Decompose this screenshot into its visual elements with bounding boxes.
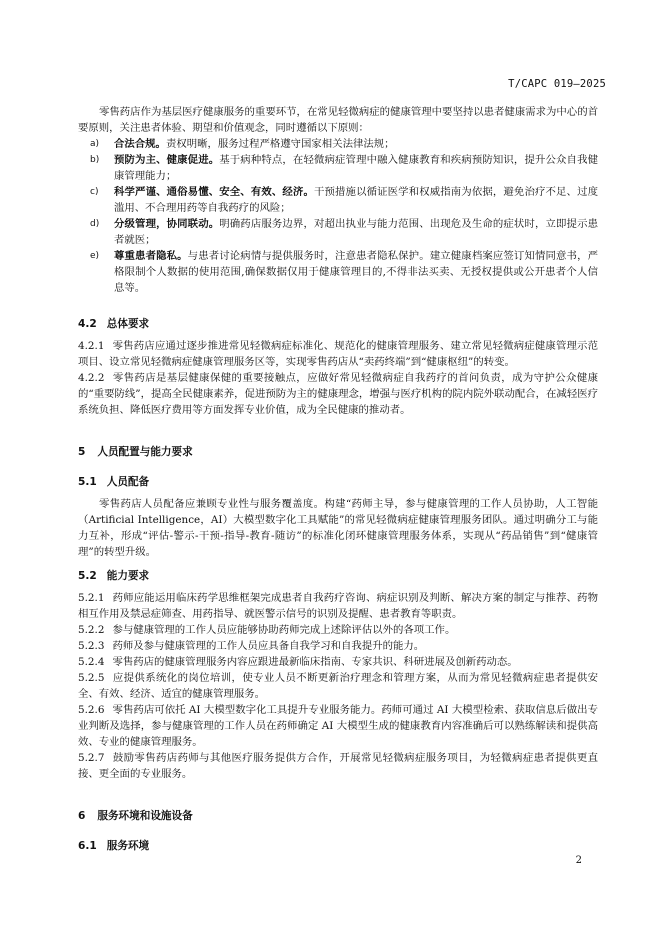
section-heading-6 (78, 808, 598, 824)
clause-number: 5.2.2 (78, 624, 105, 636)
section-title: 能力要求 (106, 570, 150, 582)
clause-text: 药师及参与健康管理的工作人员应具备自我学习和自我提升的能力。 (112, 640, 425, 652)
section-number: 6.1 (78, 840, 97, 852)
clause-text: 应提供系统化的岗位培训，使专业人员不断更新治疗理念和管理方案，从而为常见轻微病症患者提供安全、有效、经济、适宜的健康管理服务。 (78, 672, 598, 700)
clause-text: 参与健康管理的工作人员应能够协助药师完成上述除评估以外的各项工作。 (112, 624, 456, 636)
list-item (78, 152, 598, 184)
section-title: 服务环境 (106, 840, 150, 852)
page-content (78, 104, 598, 854)
clause-text: 零售药店可依托 AI 大模型数字化工具提升专业服务能力。药师可通过 AI 大模型检索、获取信息后做出专业判断及选择，参与健康管理的工作人员在药师确定 AI 大模型生成的健康教育内容准确后可以熟练解读和提供高效、专业的健康管理服务。 (78, 704, 598, 748)
section-title: 服务环境和设施设备 (97, 810, 193, 822)
list-item (78, 136, 598, 152)
section-heading-6-1 (78, 838, 598, 854)
clause-text: 零售药店应通过逐步推进常见轻微病症标准化、规范化的健康管理服务、建立常见轻微病症健康管理示范项目、设立常见轻微病症健康管理服务区等，实现零售药店从“卖药终端”到“健康枢纽”的转变。 (78, 340, 598, 368)
section-number: 4.2 (78, 318, 97, 330)
clause-5-2-2 (78, 622, 598, 638)
list-marker: c) (90, 187, 99, 197)
principle-text: 与患者讨论病情与提供服务时，注意患者隐私保护。建立健康档案应签订知情同意书，严格限制个人数据的使用范围,确保数据仅用于健康管理目的,不得非法买卖、无授权提供或公开患者个人信息等。 (114, 250, 598, 294)
staffing-paragraph: 零售药店人员配备应兼顾专业性与服务覆盖度。构建“药师主导，参与健康管理的工作人员协助，人工智能（Artificial Intelligence，AI）大模型数字化工具赋能”的常见轻微病症健康管理服务团队。通过明确分工与能力互补，形成“评估-警示-干预-指导-教育-随访”的标准化闭环健康管理服务体系，实现从“药品销售”到“健康管理”的转型升级。 (78, 498, 598, 558)
list-item (78, 248, 598, 296)
principle-title: 科学严谨、通俗易懂、安全、有效、经济。 (114, 186, 314, 198)
clause-number: 4.2.1 (78, 340, 105, 352)
section-number: 5.2 (78, 570, 97, 582)
principle-title: 分级管理，协同联动。 (114, 218, 220, 230)
principle-text: 责权明晰，服务过程严格遵守国家相关法律法规； (165, 138, 395, 150)
section-heading-5-1 (78, 474, 598, 490)
clause-number: 5.2.7 (78, 752, 105, 764)
list-item (78, 216, 598, 248)
section-title: 人员配置与能力要求 (97, 446, 193, 458)
clause-4-2-2 (78, 370, 598, 418)
principle-text: 基于病种特点，在轻微病症管理中融入健康教育和疾病预防知识，提升公众自我健康管理能力； (114, 154, 598, 182)
list-item (78, 184, 598, 216)
section-number: 5.1 (78, 476, 97, 488)
clause-text: 零售药店是基层健康保健的重要接触点，应做好常见轻微病症自我药疗的首问负责，成为守护公众健康的“重要防线”，提高全民健康素养，促进预防为主的健康理念，增强与医疗机构的院内院外联动配合，在减轻医疗系统负担、降低医疗费用等方面发挥专业价值，成为全民健康的推动者。 (78, 372, 598, 416)
section-heading-5-2 (78, 568, 598, 584)
clause-5-2-3 (78, 638, 598, 654)
section-heading-5 (78, 444, 598, 460)
list-marker: e) (90, 251, 100, 261)
clause-5-2-7 (78, 750, 598, 782)
clause-5-2-4 (78, 654, 598, 670)
principle-text: 干预措施以循证医学和权威指南为依据，避免治疗不足、过度滥用、不合理用药等自我药疗的风险； (114, 186, 598, 214)
section-title: 人员配备 (106, 476, 150, 488)
clause-number: 5.2.3 (78, 640, 105, 652)
principles-list (78, 136, 598, 296)
clause-text: 鼓励零售药店药师与其他医疗服务提供方合作，开展常见轻微病症服务项目，为轻微病症患者提供更直接、更全面的专业服务。 (78, 752, 598, 780)
section-number: 6 (78, 810, 86, 822)
clause-text: 药师应能运用临床药学思维框架完成患者自我药疗咨询、病症识别及判断、解决方案的制定与推荐、药物相互作用及禁忌症筛查、用药指导、就医警示信号的识别及提醒、患者教育等职责。 (78, 592, 598, 620)
clause-5-2-6 (78, 702, 598, 750)
section-title: 总体要求 (106, 318, 150, 330)
clause-4-2-1 (78, 338, 598, 370)
page-number: 2 (575, 855, 582, 866)
list-marker: a) (90, 139, 100, 149)
clause-number: 5.2.5 (78, 672, 105, 684)
clause-number: 5.2.4 (78, 656, 105, 668)
list-marker: b) (90, 155, 100, 165)
clause-5-2-5 (78, 670, 598, 702)
section-heading-4-2 (78, 316, 598, 332)
clause-5-2-1 (78, 590, 598, 622)
list-marker: d) (90, 219, 100, 229)
principle-title: 尊重患者隐私。 (114, 250, 188, 262)
clause-number: 5.2.6 (78, 704, 105, 716)
clause-number: 4.2.2 (78, 372, 105, 384)
section-number: 5 (78, 446, 86, 458)
clause-number: 5.2.1 (78, 592, 105, 604)
document-code: T/CAPC 019—2025 (508, 78, 606, 90)
principle-text: 明确药店服务边界，对超出执业与能力范围、出现危及生命的症状时，立即提示患者就医； (114, 218, 598, 246)
principle-title: 合法合规。 (114, 138, 166, 150)
clause-text: 零售药店的健康管理服务内容应跟进最新临床指南、专家共识、科研进展及创新药动态。 (112, 656, 518, 668)
principle-title: 预防为主、健康促进。 (114, 154, 220, 166)
intro-paragraph: 零售药店作为基层医疗健康服务的重要环节，在常见轻微病症的健康管理中要坚持以患者健康需求为中心的首要原则，关注患者体验、期望和价值观念，同时遵循以下原则： (78, 106, 598, 134)
